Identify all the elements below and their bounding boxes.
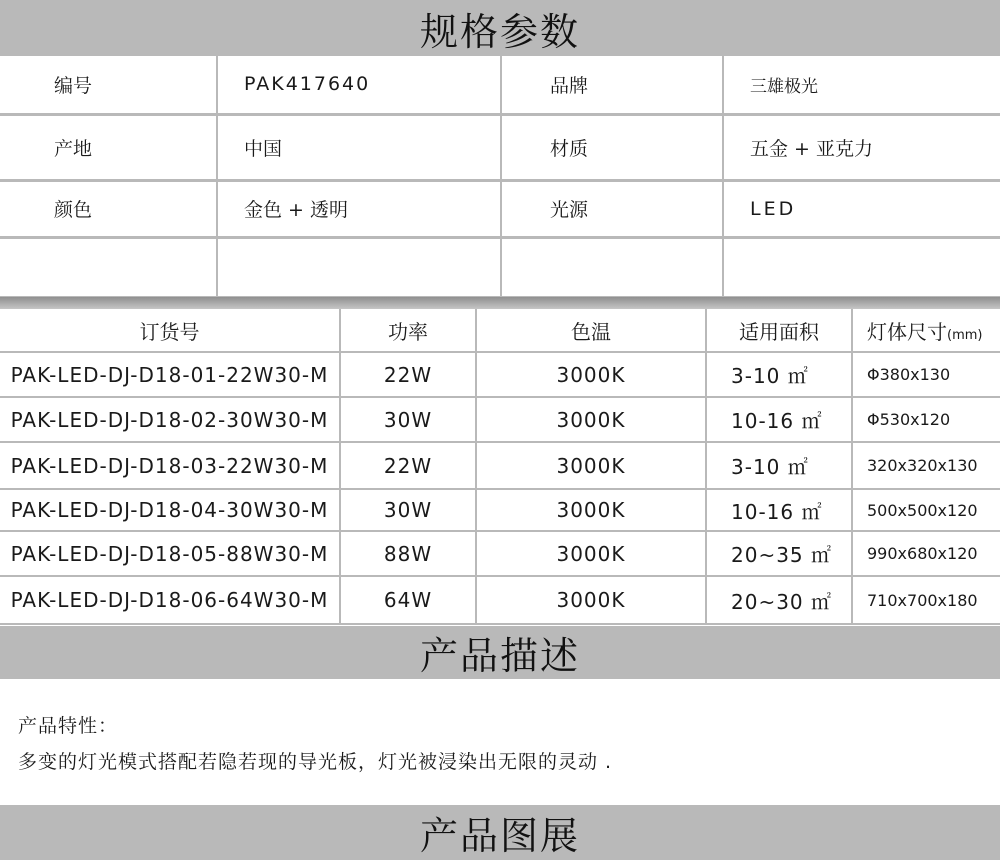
spec-value: [217, 237, 501, 297]
order-table: [0, 309, 1000, 625]
spec-value: 中国: [217, 114, 501, 180]
header-applicable-area: 适用面积: [706, 309, 852, 352]
spec-value: 三雄极光: [723, 56, 1000, 114]
order-code: PAK-LED-DJ-D18-01-22W30-M: [0, 352, 340, 397]
table-row: [0, 397, 1000, 442]
description-section-title: 产品描述: [419, 634, 580, 678]
header-power: 功率: [340, 309, 476, 352]
color-temperature: 3000K: [476, 576, 706, 624]
header-size: [852, 309, 1000, 352]
features-text: 多变的灯光模式搭配若隐若现的导光板，灯光被浸染出无限的灵动 .: [18, 751, 613, 773]
applicable-area: 3-10 ㎡: [706, 442, 852, 489]
color-temperature: 3000K: [476, 531, 706, 576]
spec-value: LED: [723, 180, 1000, 237]
power: 30W: [340, 397, 476, 442]
table-row: [0, 576, 1000, 624]
applicable-area: 20~35 ㎡: [706, 531, 852, 576]
spec-label: [0, 237, 217, 297]
order-code: PAK-LED-DJ-D18-05-88W30-M: [0, 531, 340, 576]
lamp-size: Φ530x120: [852, 397, 1000, 442]
header-size-unit: (mm): [947, 327, 983, 343]
color-temperature: 3000K: [476, 442, 706, 489]
table-row: [0, 352, 1000, 397]
spec-row: [0, 114, 1000, 180]
header-order-code: 订货号: [0, 309, 340, 352]
features-heading: 产品特性：: [18, 715, 119, 737]
header-color-temperature: 色温: [476, 309, 706, 352]
section-divider: [0, 297, 1000, 309]
table-row: [0, 442, 1000, 489]
spec-label: [501, 237, 723, 297]
table-row: [0, 489, 1000, 531]
lamp-size: 990x680x120: [852, 531, 1000, 576]
applicable-area: 3-10 ㎡: [706, 352, 852, 397]
spec-value: 五金 + 亚克力: [723, 114, 1000, 180]
spec-label: 编号: [0, 56, 217, 114]
order-table-header: [0, 309, 1000, 352]
spec-table: [0, 56, 1000, 299]
color-temperature: 3000K: [476, 352, 706, 397]
product-description: [18, 708, 612, 780]
spec-label: 光源: [501, 180, 723, 237]
power: 22W: [340, 442, 476, 489]
spec-value: [723, 237, 1000, 297]
spec-label: 产地: [0, 114, 217, 180]
table-row: [0, 531, 1000, 576]
color-temperature: 3000K: [476, 489, 706, 531]
spec-row: [0, 56, 1000, 114]
power: 64W: [340, 576, 476, 624]
spec-row: [0, 180, 1000, 237]
order-code: PAK-LED-DJ-D18-02-30W30-M: [0, 397, 340, 442]
power: 22W: [340, 352, 476, 397]
spec-label: 颜色: [0, 180, 217, 237]
applicable-area: 10-16 ㎡: [706, 489, 852, 531]
spec-row-empty: [0, 237, 1000, 297]
order-code: PAK-LED-DJ-D18-04-30W30-M: [0, 489, 340, 531]
gallery-section-header: [0, 805, 1000, 860]
order-code: PAK-LED-DJ-D18-03-22W30-M: [0, 442, 340, 489]
applicable-area: 10-16 ㎡: [706, 397, 852, 442]
lamp-size: 320x320x130: [852, 442, 1000, 489]
spec-section-title: 规格参数: [419, 9, 580, 54]
header-size-label: 灯体尺寸: [867, 319, 947, 344]
color-temperature: 3000K: [476, 397, 706, 442]
order-code: PAK-LED-DJ-D18-06-64W30-M: [0, 576, 340, 624]
description-section-header: [0, 626, 1000, 679]
lamp-size: Φ380x130: [852, 352, 1000, 397]
spec-value: 金色 + 透明: [217, 180, 501, 237]
gallery-section-title: 产品图展: [419, 814, 580, 858]
power: 30W: [340, 489, 476, 531]
spec-label: 材质: [501, 114, 723, 180]
power: 88W: [340, 531, 476, 576]
spec-label: 品牌: [501, 56, 723, 114]
lamp-size: 710x700x180: [852, 576, 1000, 624]
spec-value: PAK417640: [217, 56, 501, 114]
lamp-size: 500x500x120: [852, 489, 1000, 531]
applicable-area: 20~30 ㎡: [706, 576, 852, 624]
spec-section-header: [0, 0, 1000, 56]
